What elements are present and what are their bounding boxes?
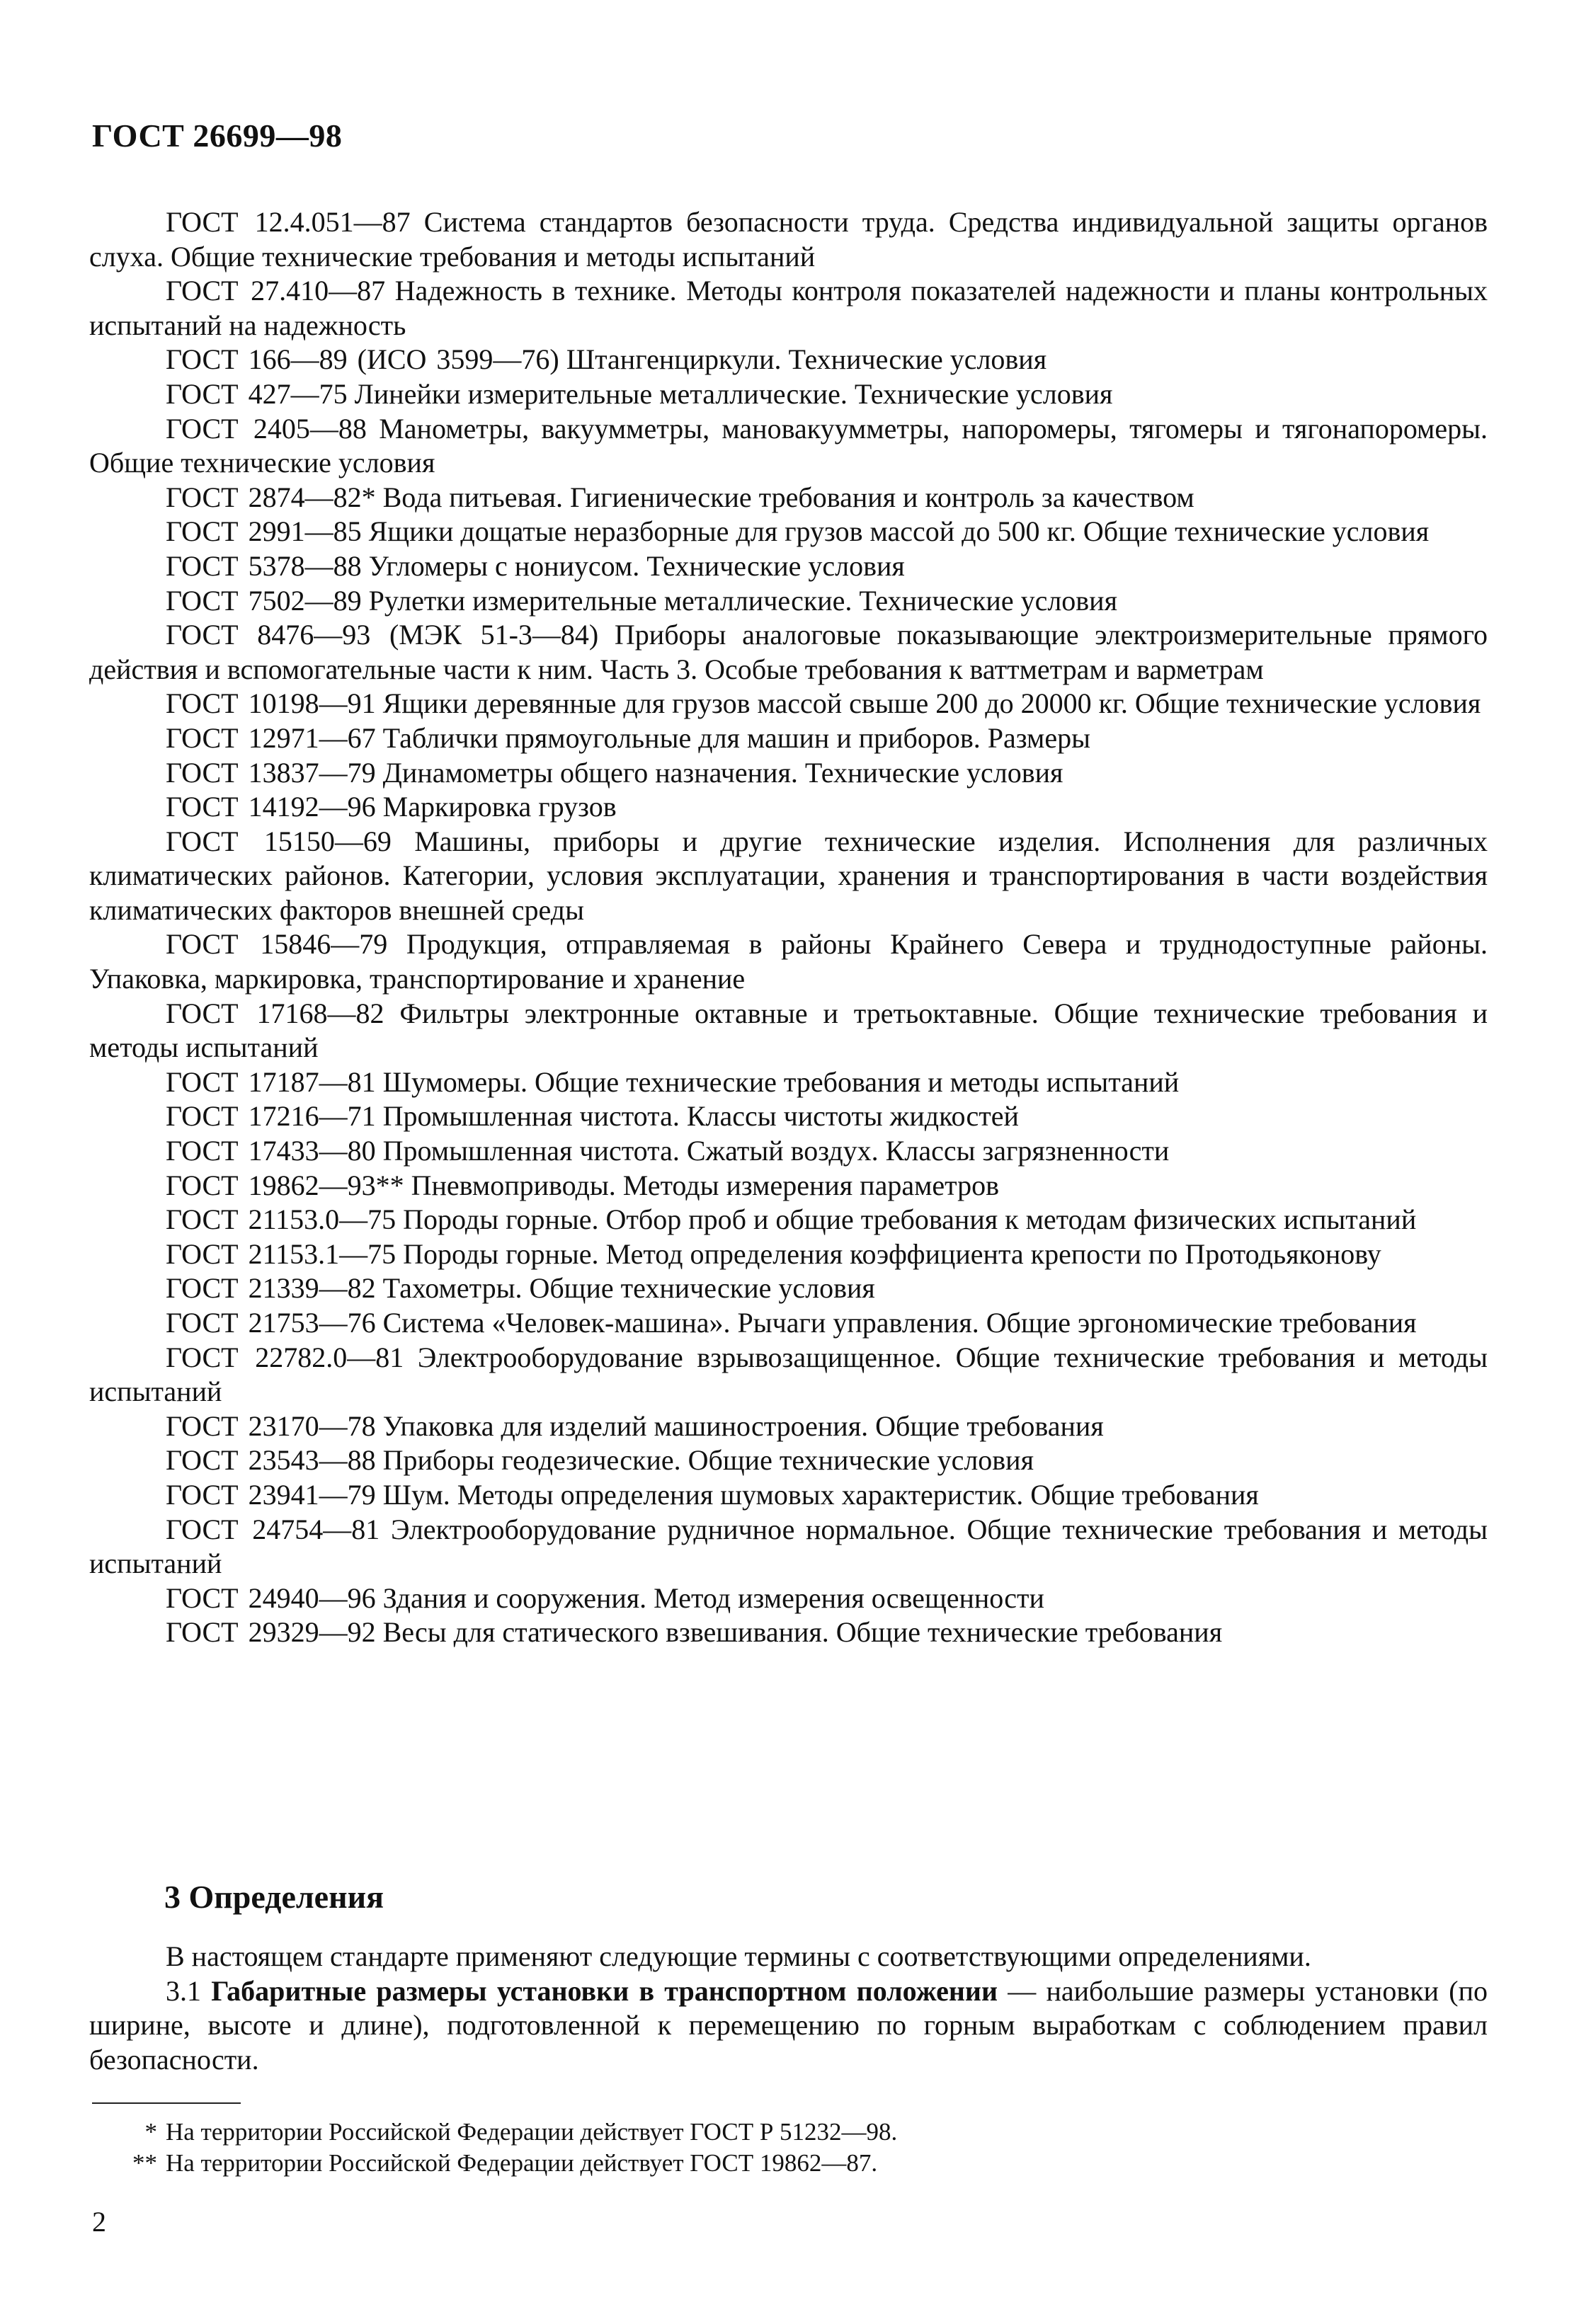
reference-title: Электрооборудование рудничное нормальное. Общие технические требования и методы испытаний bbox=[89, 1513, 1488, 1580]
reference-item bbox=[89, 756, 1488, 791]
reference-code: ГОСТ 21153.1—75 bbox=[166, 1237, 397, 1270]
reference-title: Манометры, вакуумметры, мановакуумметры, напоромеры, тягомеры и тягонапоромеры. Общие технические условия bbox=[89, 412, 1488, 479]
reference-code: ГОСТ 166—89 (ИСО 3599—76) bbox=[166, 343, 559, 376]
reference-title: Линейки измерительные металлические. Технические условия bbox=[354, 377, 1113, 410]
reference-title: Ящики деревянные для грузов массой свыше 200 до 20000 кг. Общие технические условия bbox=[382, 687, 1481, 720]
reference-title: Тахометры. Общие технические условия bbox=[382, 1272, 875, 1305]
reference-code: ГОСТ 24754—81 bbox=[166, 1513, 380, 1545]
reference-item bbox=[89, 1271, 1488, 1306]
reference-code: ГОСТ 17187—81 bbox=[166, 1065, 376, 1098]
reference-code: ГОСТ 7502—89 bbox=[166, 584, 362, 617]
reference-code: ГОСТ 21339—82 bbox=[166, 1272, 376, 1305]
reference-item bbox=[89, 584, 1488, 619]
footnotes bbox=[89, 2117, 1488, 2179]
reference-title: Машины, приборы и другие технические изделия. Исполнения для различных климатических районов. Категории, условия эксплуатации, хранения и транспортирования в части воздействия климатических факторов внешней среды bbox=[89, 825, 1488, 926]
reference-item bbox=[89, 997, 1488, 1065]
reference-item bbox=[89, 1478, 1488, 1513]
reference-code: ГОСТ 2405—88 bbox=[166, 412, 367, 445]
reference-item bbox=[89, 927, 1488, 996]
reference-title: Вода питьевая. Гигиенические требования и контроль за качеством bbox=[382, 481, 1194, 513]
page-number: 2 bbox=[92, 2206, 106, 2238]
definition-term: Габаритные размеры установки в транспортном положении bbox=[211, 1974, 998, 2007]
reference-code: ГОСТ 5378—88 bbox=[166, 549, 362, 582]
reference-title: Фильтры электронные октавные и третьоктавные. Общие технические требования и методы испытаний bbox=[89, 997, 1488, 1064]
reference-item bbox=[89, 274, 1488, 343]
reference-code: ГОСТ 23170—78 bbox=[166, 1409, 376, 1442]
reference-title: Промышленная чистота. Классы чистоты жидкостей bbox=[382, 1100, 1019, 1133]
reference-code: ГОСТ 427—75 bbox=[166, 377, 348, 410]
reference-code: ГОСТ 21153.0—75 bbox=[166, 1203, 397, 1236]
reference-code: ГОСТ 17433—80 bbox=[166, 1135, 376, 1167]
reference-code: ГОСТ 29329—92 bbox=[166, 1616, 376, 1649]
definition-number: 3.1 bbox=[166, 1974, 201, 2007]
reference-item bbox=[89, 1409, 1488, 1444]
reference-title: Шум. Методы определения шумовых характеристик. Общие требования bbox=[382, 1478, 1259, 1511]
reference-code: ГОСТ 10198—91 bbox=[166, 687, 376, 720]
footnote-item bbox=[89, 2148, 1488, 2179]
reference-title: Надежность в технике. Методы контроля показателей надежности и планы контрольных испытаний на надежность bbox=[89, 275, 1488, 341]
definitions-intro: В настоящем стандарте применяют следующие термины с соответствующими определениями. bbox=[166, 1940, 1311, 1972]
definitions-section bbox=[89, 1876, 1488, 2077]
reference-item bbox=[89, 515, 1488, 549]
reference-item bbox=[89, 1065, 1488, 1100]
reference-title: Упаковка для изделий машиностроения. Общие требования bbox=[382, 1409, 1104, 1442]
reference-title: Весы для статического взвешивания. Общие технические требования bbox=[382, 1616, 1223, 1649]
reference-item bbox=[89, 1203, 1488, 1237]
reference-title: Промышленная чистота. Сжатый воздух. Классы загрязненности bbox=[382, 1135, 1170, 1167]
reference-code: ГОСТ 8476—93 (МЭК 51-3—84) bbox=[166, 619, 599, 651]
reference-item bbox=[89, 1443, 1488, 1478]
reference-title: Шумомеры. Общие технические требования и методы испытаний bbox=[382, 1065, 1180, 1098]
footnote-text: На территории Российской Федерации действует ГОСТ 19862—87. bbox=[166, 2149, 878, 2177]
reference-item bbox=[89, 790, 1488, 825]
reference-title: Штангенциркули. Технические условия bbox=[566, 343, 1047, 376]
normative-references-list bbox=[89, 205, 1488, 1650]
reference-title: Ящики дощатые неразборные для грузов массой до 500 кг. Общие технические условия bbox=[368, 515, 1430, 548]
reference-code: ГОСТ 15846—79 bbox=[166, 928, 388, 961]
reference-title: Система «Человек-машина». Рычаги управления. Общие эргономические требования bbox=[382, 1307, 1417, 1339]
reference-code: ГОСТ 2874—82* bbox=[166, 481, 376, 513]
reference-code: ГОСТ 12971—67 bbox=[166, 721, 376, 754]
reference-item bbox=[89, 412, 1488, 481]
footnote-mark: * bbox=[144, 2118, 157, 2146]
reference-code: ГОСТ 13837—79 bbox=[166, 756, 376, 789]
reference-code: ГОСТ 2991—85 bbox=[166, 515, 362, 548]
reference-item bbox=[89, 1581, 1488, 1616]
footnote-item bbox=[89, 2117, 1488, 2148]
definition-text: — наибольшие размеры установки (по ширине, высоте и длине), подготовленной к перемещению по горным выработкам с соблюдением правил безопасности. bbox=[89, 1974, 1488, 2076]
reference-code: ГОСТ 19862—93** bbox=[166, 1169, 404, 1201]
reference-item bbox=[89, 687, 1488, 721]
reference-code: ГОСТ 23543—88 bbox=[166, 1444, 376, 1477]
reference-item bbox=[89, 343, 1488, 377]
footnote-text: На территории Российской Федерации действует ГОСТ Р 51232—98. bbox=[166, 2118, 898, 2146]
footnote-mark: ** bbox=[132, 2149, 157, 2177]
reference-item bbox=[89, 205, 1488, 274]
reference-title: Система стандартов безопасности труда. Средства индивидуальной защиты органов слуха. Общие технические требования и методы испытаний bbox=[89, 206, 1488, 273]
reference-title: Породы горные. Метод определения коэффициента крепости по Протодьяконову bbox=[403, 1237, 1381, 1270]
reference-item bbox=[89, 377, 1488, 412]
reference-code: ГОСТ 14192—96 bbox=[166, 791, 376, 823]
reference-code: ГОСТ 24940—96 bbox=[166, 1581, 376, 1614]
reference-item bbox=[89, 549, 1488, 584]
reference-title: Маркировка грузов bbox=[382, 791, 617, 823]
reference-code: ГОСТ 17168—82 bbox=[166, 997, 384, 1029]
reference-item bbox=[89, 1169, 1488, 1203]
reference-title: Рулетки измерительные металлические. Технические условия bbox=[368, 584, 1117, 617]
reference-item bbox=[89, 618, 1488, 687]
reference-item bbox=[89, 825, 1488, 928]
reference-item bbox=[89, 481, 1488, 515]
reference-title: Пневмоприводы. Методы измерения параметров bbox=[411, 1169, 1000, 1201]
footnote-divider bbox=[92, 2102, 241, 2104]
reference-title: Здания и сооружения. Метод измерения освещенности bbox=[382, 1581, 1044, 1614]
reference-title: Приборы геодезические. Общие технические условия bbox=[382, 1444, 1034, 1477]
reference-item bbox=[89, 1306, 1488, 1341]
reference-code: ГОСТ 15150—69 bbox=[166, 825, 392, 857]
reference-title: Электрооборудование взрывозащищенное. Общие технические требования и методы испытаний bbox=[89, 1341, 1488, 1408]
reference-item bbox=[89, 1134, 1488, 1169]
reference-code: ГОСТ 27.410—87 bbox=[166, 275, 386, 307]
running-header: ГОСТ 26699—98 bbox=[92, 118, 343, 154]
reference-code: ГОСТ 21753—76 bbox=[166, 1307, 376, 1339]
reference-item bbox=[89, 1099, 1488, 1134]
reference-item bbox=[89, 1513, 1488, 1581]
reference-code: ГОСТ 22782.0—81 bbox=[166, 1341, 404, 1373]
reference-title: Угломеры с нониусом. Технические условия bbox=[368, 549, 905, 582]
reference-item bbox=[89, 721, 1488, 756]
reference-title: Породы горные. Отбор проб и общие требования к методам физических испытаний bbox=[403, 1203, 1417, 1236]
reference-title: Продукция, отправляемая в районы Крайнего Севера и труднодоступные районы. Упаковка, маркировка, транспортирование и хранение bbox=[89, 928, 1488, 995]
reference-item bbox=[89, 1341, 1488, 1409]
definition-item bbox=[89, 1974, 1488, 2078]
reference-code: ГОСТ 23941—79 bbox=[166, 1478, 376, 1511]
reference-title: Динамометры общего назначения. Технические условия bbox=[382, 756, 1063, 789]
reference-item bbox=[89, 1615, 1488, 1650]
section-title: 3 Определения bbox=[164, 1879, 384, 1915]
reference-title: Приборы аналоговые показывающие электроизмерительные прямого действия и вспомогательные части к ним. Часть 3. Особые требования к ваттметрам и варметрам bbox=[89, 619, 1488, 685]
reference-code: ГОСТ 17216—71 bbox=[166, 1100, 376, 1133]
reference-item bbox=[89, 1237, 1488, 1272]
reference-code: ГОСТ 12.4.051—87 bbox=[166, 206, 411, 238]
reference-title: Таблички прямоугольные для машин и приборов. Размеры bbox=[382, 721, 1090, 754]
